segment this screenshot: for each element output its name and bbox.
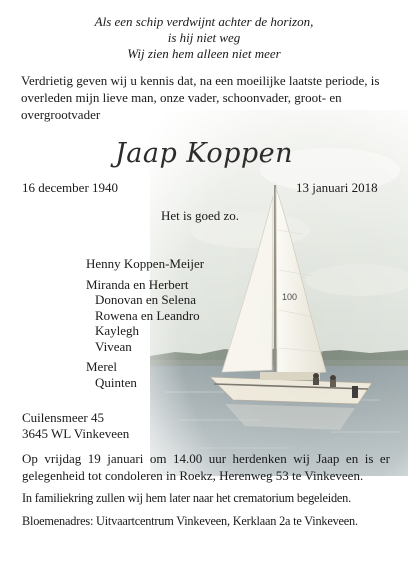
sail-number: 100 (282, 292, 298, 302)
family-child: Miranda en Herbert (86, 276, 189, 292)
announcement-text: Verdrietig geven wij u kennis dat, na een moeilijke laatste periode, is overleden mijn lieve man, onze vader, schoonvader, groot- en overgrootvader (21, 73, 380, 122)
poem-line: Wij zien hem alleen niet meer (127, 46, 281, 61)
family-spouse: Henny Koppen-Meijer (86, 256, 205, 271)
family-grandchild: Vivean (95, 338, 132, 354)
condolence-notice: Op vrijdag 19 januari om 14.00 uur herdenken wij Jaap en is er gelegenheid tot condoleren in Roekz, Herenweg 53 te Vinkeveen. (22, 451, 390, 483)
family-grandchild: Donovan en Selena (95, 292, 197, 307)
poem-line: is hij niet weg (167, 30, 241, 45)
deceased-name: Jaap Koppen (114, 138, 294, 169)
notices (22, 450, 390, 536)
family-grandchild: Quinten (95, 374, 137, 390)
address-city: 3645 WL Vinkeveen (22, 425, 130, 441)
poem-line: Als een schip verdwijnt achter de horizon, (94, 14, 314, 29)
family-list (86, 256, 204, 390)
birth-date: 16 december 1940 (22, 180, 119, 195)
family-grandchild: Kaylegh (95, 323, 140, 338)
family-grandchild: Rowena en Leandro (95, 307, 200, 323)
family-child: Merel (86, 359, 118, 374)
cremation-notice: In familiekring zullen wij hem later naar het crematorium begeleiden. (22, 491, 352, 505)
address-street: Cuilensmeer 45 (22, 410, 104, 425)
motto: Het is goed zo. (161, 208, 239, 223)
poem (0, 14, 408, 62)
flowers-notice: Bloemenadres: Uitvaartcentrum Vinkeveen, Kerklaan 2a te Vinkeveen. (22, 514, 358, 528)
death-date: 13 januari 2018 (296, 180, 378, 195)
correspondence-address (22, 410, 129, 441)
